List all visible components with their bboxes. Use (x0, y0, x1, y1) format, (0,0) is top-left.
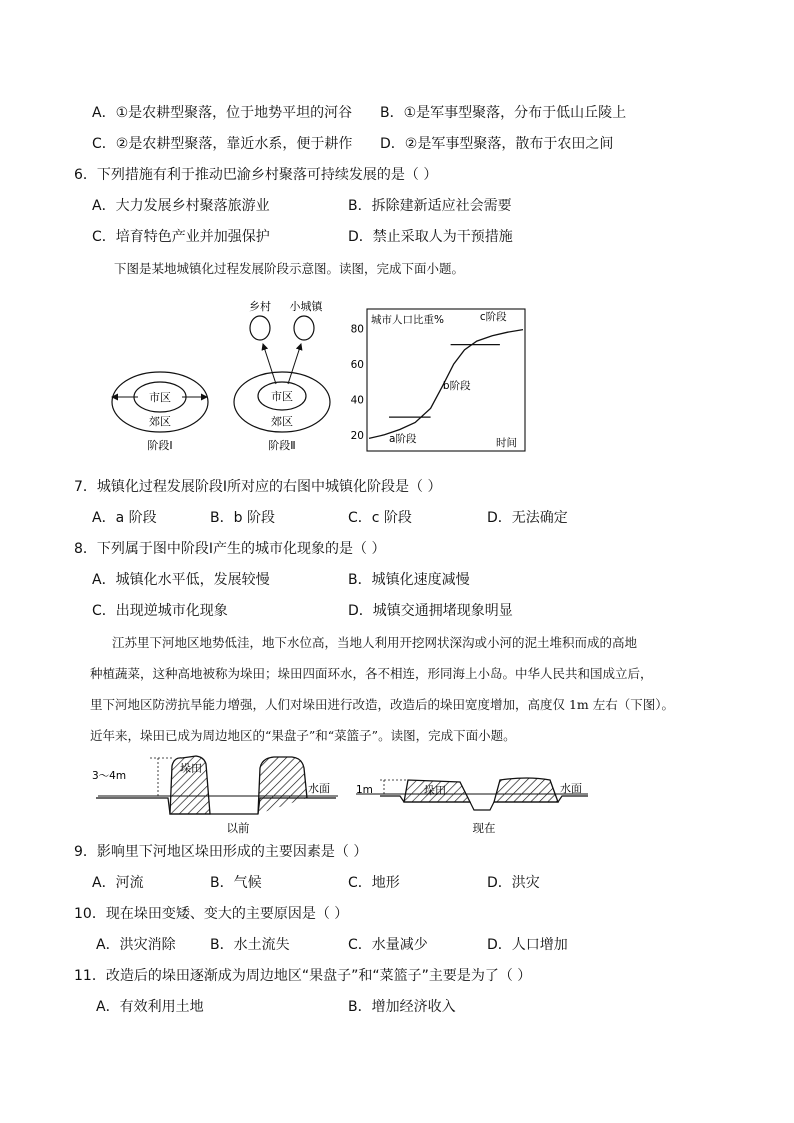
q10-option-b: B．水土流失 (210, 937, 290, 953)
q8-stem: 8．下列属于图中阶段Ⅰ产生的城市化现象的是（ ） (74, 541, 386, 557)
urbanization-curve-chart (345, 305, 530, 457)
q11-option-b: B．增加经济收入 (348, 999, 456, 1015)
q9-option-c: C．地形 (348, 875, 400, 891)
q7-option-d: D．无法确定 (487, 510, 568, 526)
q9-option-d: D．洪灾 (487, 875, 540, 891)
after-height-label: 1m (356, 784, 373, 796)
q8-option-a: A．城镇化水平低，发展较慢 (92, 572, 270, 588)
y-tick-label: 20 (350, 429, 364, 442)
intro-duotian-line3: 里下河地区防涝抗旱能力增强，人们对垛田进行改造，改造后的垛田宽度增加，高度仅 1m 左右（下图）。 (90, 697, 675, 712)
stage1-suburb-label: 郊区 (149, 415, 171, 428)
q6-stem: 6．下列措施有利于推动巴渝乡村聚落可持续发展的是（ ） (74, 167, 438, 183)
q8-option-b: B．城镇化速度减慢 (348, 572, 470, 588)
after-field-2 (494, 778, 558, 802)
urbanization-stage-diagram (110, 292, 350, 462)
stage1-city-label: 市区 (149, 391, 171, 404)
q11-option-a: A．有效利用土地 (96, 999, 204, 1015)
stage-annotation: a阶段 (389, 432, 417, 445)
q8-option-c: C．出现逆城市化现象 (92, 603, 228, 619)
after-caption: 现在 (472, 821, 496, 835)
q10-option-d: D．人口增加 (487, 937, 568, 953)
stage1-label: 阶段Ⅰ (147, 439, 173, 452)
y-tick-label: 60 (350, 359, 364, 372)
village-label: 乡村 (249, 300, 271, 313)
stage2-label: 阶段Ⅱ (268, 439, 296, 452)
town-circle (294, 316, 314, 340)
q8-option-d: D．城镇交通拥堵现象明显 (348, 603, 513, 619)
q5-option-b: B．①是军事型聚落，分布于低山丘陵上 (380, 105, 627, 121)
chart-ylabel: 城市人口比重% (371, 314, 444, 326)
stage2-suburb-label: 郊区 (271, 415, 293, 428)
stage-annotation: c阶段 (479, 310, 507, 323)
intro-duotian-line2: 种植蔬菜，这种高地被称为垛田；垛田四面环水，各不相连，形同海上小岛。中华人民共和国成立后， (90, 666, 653, 681)
after-water-label: 水面 (560, 782, 582, 795)
intro-urbanization: 下图是某地城镇化过程发展阶段示意图。读图，完成下面小题。 (114, 261, 465, 276)
before-field-label: 垛田 (180, 762, 202, 775)
village-circle (250, 316, 270, 340)
stage2-city-label: 市区 (271, 390, 293, 403)
q6-option-c: C．培育特色产业并加强保护 (92, 229, 270, 245)
intro-duotian-line1: 江苏里下河地区地势低洼，地下水位高，当地人利用开挖网状深沟或小河的泥土堆积而成的高地 (112, 635, 638, 650)
q10-stem: 10．现在垛田变矮、变大的主要原因是（ ） (74, 906, 349, 922)
q7-stem: 7．城镇化过程发展阶段Ⅰ所对应的右图中城镇化阶段是（ ） (74, 479, 442, 495)
q7-option-c: C．c 阶段 (348, 510, 412, 526)
after-field-label: 垛田 (424, 784, 446, 797)
intro-duotian-line4: 近年来，垛田已成为周边地区的“果盘子”和“菜篮子”。读图，完成下面小题。 (90, 728, 516, 743)
q11-stem: 11．改造后的垛田逐渐成为周边地区“果盘子”和“菜篮子”主要是为了（ ） (74, 968, 532, 984)
q10-option-a: A．洪灾消除 (96, 937, 176, 953)
before-field-2 (258, 757, 307, 814)
y-tick-label: 80 (350, 323, 364, 336)
q6-option-a: A．大力发展乡村聚落旅游业 (92, 198, 270, 214)
q6-option-b: B．拆除建新适应社会需要 (348, 198, 512, 214)
before-ground (96, 798, 336, 814)
chart-xlabel: 时间 (496, 437, 517, 449)
q9-option-b: B．气候 (210, 875, 262, 891)
q9-stem: 9．影响里下河地区垛田形成的主要因素是（ ） (74, 844, 368, 860)
q5-option-a: A．①是农耕型聚落，位于地势平坦的河谷 (92, 105, 353, 121)
q5-option-d: D．②是军事型聚落，散布于农田之间 (380, 136, 614, 152)
duotian-comparison-diagram (88, 752, 598, 836)
y-tick-label: 40 (350, 394, 364, 407)
q7-option-b: B．b 阶段 (210, 510, 275, 526)
before-height-label: 3～4m (92, 770, 127, 782)
before-water-label: 水面 (308, 782, 330, 795)
stage-annotation: b阶段 (442, 379, 471, 392)
town-label: 小城镇 (289, 300, 323, 313)
q10-option-c: C．水量减少 (348, 937, 428, 953)
q7-option-a: A．a 阶段 (92, 510, 157, 526)
q6-option-d: D．禁止采取人为干预措施 (348, 229, 513, 245)
before-caption: 以前 (226, 821, 250, 835)
q5-option-c: C．②是农耕型聚落，靠近水系，便于耕作 (92, 136, 353, 152)
q9-option-a: A．河流 (92, 875, 144, 891)
